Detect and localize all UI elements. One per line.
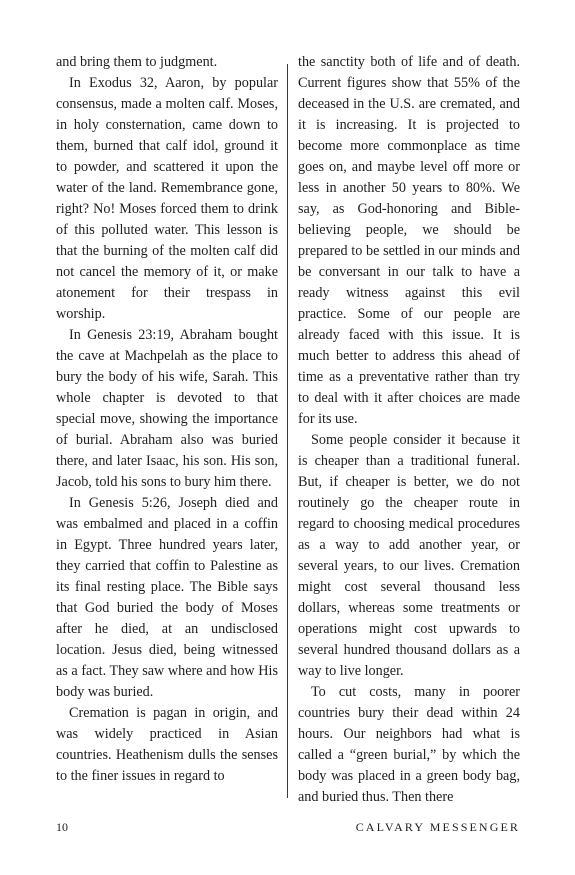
paragraph: In Exodus 32, Aaron, by popular consensus, made a molten calf. Moses, in holy consternation, came down to them, burned that calf idol, ground it to powder, and scattered it upon the water of the land. Remembrance gone, right? No! Moses forced them to drink of this polluted water. This lesson is that the burning of the molten calf did not cancel the memory of it, or make atonement for their trespass in worship.: [56, 75, 278, 322]
paragraph: Cremation is pagan in origin, and was widely practiced in Asian countries. Heathenism dulls the senses to the finer issues in regard to: [56, 705, 278, 784]
running-title: CALVARY MESSENGER: [355, 820, 520, 834]
paragraph: In Genesis 23:19, Abraham bought the cave at Machpelah as the place to bury the body of his wife, Sarah. This whole chapter is devoted to that special move, showing the importance of burial. Abraham also was buried there, and later Isaac, his son. His son, Jacob, told his sons to bury him there.: [56, 327, 278, 490]
column-divider: [287, 64, 288, 798]
right-text-column: [298, 52, 520, 808]
paragraph: In Genesis 5:26, Joseph died and was embalmed and placed in a coffin in Egypt. Three hundred years later, they carried that coffin to Palestine as its final resting place. The Bible says that God buried the body of Moses after he died, at an undisclosed location. Jesus died, being witnessed as a fact. They saw where and how His body was buried.: [56, 495, 278, 700]
paragraph: and bring them to judgment.: [56, 54, 218, 70]
page-number: 10: [56, 820, 68, 834]
paragraph: Some people consider it because it is cheaper than a traditional funeral. But, if cheaper is better, we do not routinely go the cheaper route in regard to choosing medical procedures as a way to add another year, or several years, to our lives. Cremation might cost several thousand less dollars, whereas some treatments or operations might cost upwards to several hundred thousand dollars as a way to live longer.: [298, 432, 520, 679]
paragraph: the sanctity both of life and of death. Current figures show that 55% of the deceased in the U.S. are cremated, and it is increasing. It is projected to become more commonplace as time goes on, and maybe level off more or less in another 50 years to 80%. We say, as God-honoring and Bible-believing people, we should be prepared to be settled in our minds and be conversant in our talk to have a ready witness against this evil practice. Some of our people are already faced with this issue. It is much better to address this ahead of time as a preventative rather than try to deal with it after choices are made for its use.: [298, 54, 520, 427]
left-text-column: [56, 52, 278, 787]
paragraph: To cut costs, many in poorer countries bury their dead within 24 hours. Our neighbors had what is called a “green burial,” by which the body was placed in a green body bag, and buried thus. Then there: [298, 684, 520, 805]
